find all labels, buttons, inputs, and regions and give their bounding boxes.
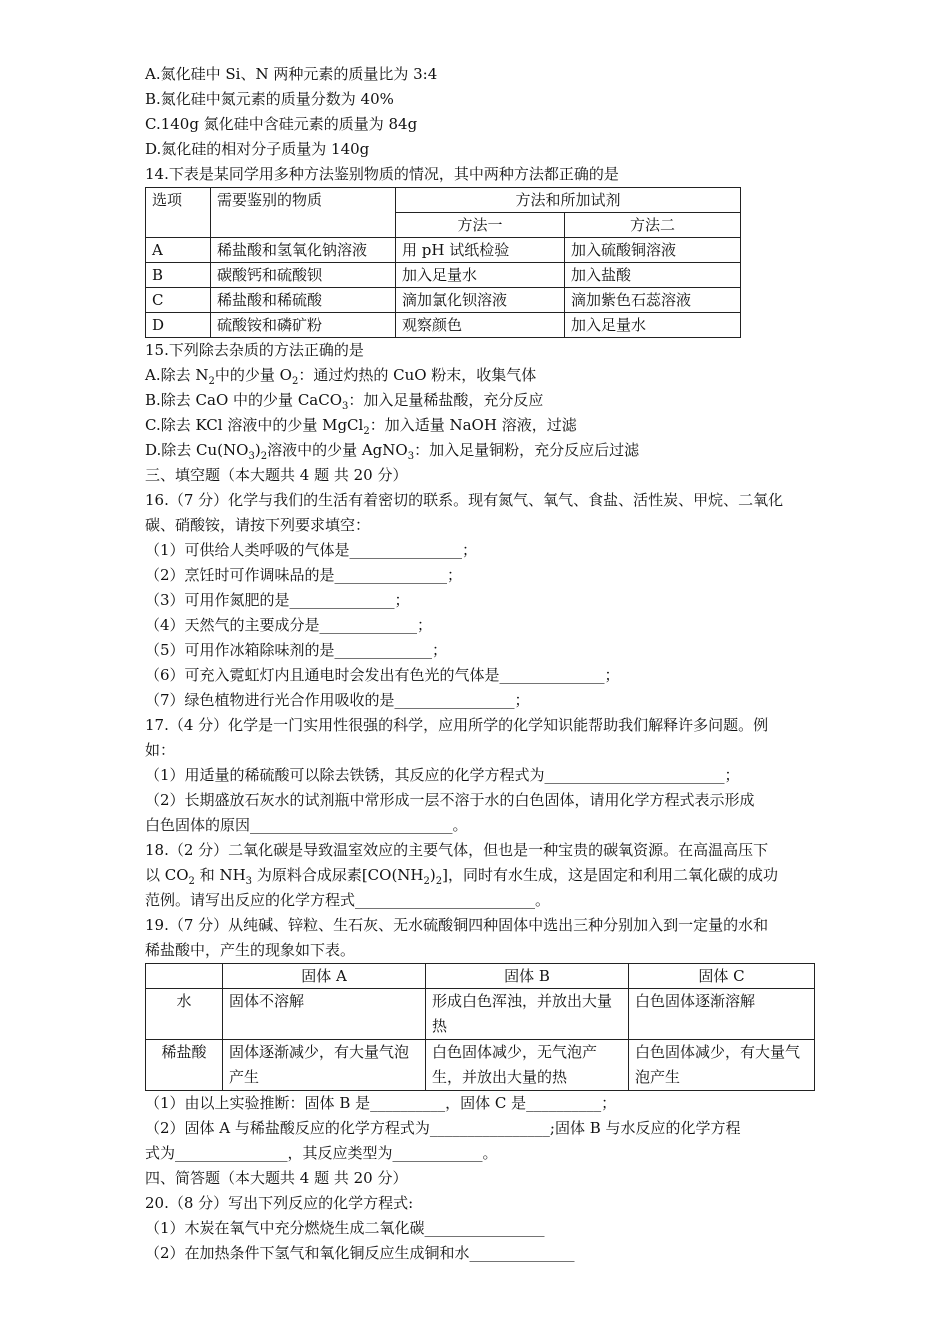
q16-item-4: （4）天然气的主要成分是_____________； xyxy=(145,616,433,634)
cell: 滴加氯化钡溶液 xyxy=(396,288,565,313)
q15-option-d: D.除去 $Cu(NO_3)_2$溶液中的少量 AgNO$_3$：加入足量铜粉，充分反应后过滤 xyxy=(145,441,640,462)
cell: 水 xyxy=(146,989,223,1040)
q16-stem-line-1: 16.（7 分）化学与我们的生活有着密切的联系。现有氮气、氧气、食盐、活性炭、甲烷、二氧化 xyxy=(145,491,784,509)
cell: 稀盐酸和氢氧化钠溶液 xyxy=(211,238,396,263)
q20-stem: 20.（8 分）写出下列反应的化学方程式: xyxy=(145,1194,414,1212)
cell: 形成白色浑浊，并放出大量热 xyxy=(426,989,629,1040)
cell: 固体 C xyxy=(629,964,815,989)
table-row xyxy=(146,238,741,263)
section-3-heading: 三、填空题（本大题共 4 题 共 20 分） xyxy=(145,466,408,484)
cell: A xyxy=(146,238,211,263)
cell: 白色固体逐渐溶解 xyxy=(629,989,815,1040)
cell: 稀盐酸和稀硫酸 xyxy=(211,288,396,313)
cell: 固体不溶解 xyxy=(223,989,426,1040)
cell: B xyxy=(146,263,211,288)
cell: 固体 A xyxy=(223,964,426,989)
section-4-heading: 四、简答题（本大题共 4 题 共 20 分） xyxy=(145,1169,408,1187)
cell: 加入足量水 xyxy=(396,263,565,288)
cell: D xyxy=(146,313,211,338)
q16-stem-line-2: 碳、硝酸铵，请按下列要求填空： xyxy=(145,516,371,534)
table-row xyxy=(146,313,741,338)
cell: 观察颜色 xyxy=(396,313,565,338)
q16-item-1: （1）可供给人类呼吸的气体是_______________； xyxy=(145,541,478,559)
header-method-1: 方法一 xyxy=(396,213,565,238)
cell: 白色固体减少，有大量气泡产生 xyxy=(629,1040,815,1091)
cell xyxy=(146,964,223,989)
table-row xyxy=(146,288,741,313)
cell: 加入盐酸 xyxy=(565,263,741,288)
exam-page xyxy=(145,62,810,1266)
q17-item-2-line-2: 白色固体的原因___________________________。 xyxy=(145,816,468,834)
cell: 加入硫酸铜溶液 xyxy=(565,238,741,263)
cell: C xyxy=(146,288,211,313)
table-row xyxy=(146,1040,815,1091)
cell: 碳酸钙和硫酸钡 xyxy=(211,263,396,288)
header-substance: 需要鉴别的物质 xyxy=(211,188,396,238)
q16-item-6: （6）可充入霓虹灯内且通电时会发出有色光的气体是______________； xyxy=(145,666,620,684)
q17-item-1: （1）用适量的稀硫酸可以除去铁锈，其反应的化学方程式为________________________； xyxy=(145,766,740,784)
q13-option-b: B.氮化硅中氮元素的质量分数为 40% xyxy=(145,90,394,108)
q15-option-a: A.除去 $N_2$中的少量 $O_2$：通过灼热的 CuO 粉末，收集气体 xyxy=(145,366,537,387)
q18-line-1: 18.（2 分）二氧化碳是导致温室效应的主要气体，但也是一种宝贵的碳氧资源。在高温高压下 xyxy=(145,841,769,859)
q19-table xyxy=(145,963,815,1091)
q19-line-1: 19.（7 分）从纯碱、锌粒、生石灰、无水硫酸铜四种固体中选出三种分别加入到一定量的水和 xyxy=(145,916,769,934)
table-header-row xyxy=(146,964,815,989)
q16-item-5: （5）可用作冰箱除味剂的是_____________； xyxy=(145,641,448,659)
cell: 固体逐渐减少，有大量气泡产生 xyxy=(223,1040,426,1091)
q17-stem-line-2: 如： xyxy=(145,741,176,759)
q16-item-3: （3）可用作氮肥的是______________； xyxy=(145,591,410,609)
cell: 滴加紫色石蕊溶液 xyxy=(565,288,741,313)
q18-line-3: 范例。请写出反应的化学方程式________________________。 xyxy=(145,891,551,909)
cell: 加入足量水 xyxy=(565,313,741,338)
q19-item-2-line-1: （2）固体 A 与稀盐酸反应的化学方程式为________________;固体 B 与水反应的化学方程 xyxy=(145,1119,741,1137)
q17-stem-line-1: 17.（4 分）化学是一门实用性很强的科学，应用所学的化学知识能帮助我们解释许多问题。例 xyxy=(145,716,769,734)
cell: 硫酸铵和磷矿粉 xyxy=(211,313,396,338)
q18-line-2: 以 $CO_2$ 和 $NH_3$ 为原料合成尿素$[CO(NH_2)_2]$，同时有水生成，这是固定和利用二氧化碳的成功 xyxy=(145,866,778,887)
cell: 用 pH 试纸检验 xyxy=(396,238,565,263)
q15-option-b: B.除去 CaO 中的少量 CaCO$_3$：加入足量稀盐酸，充分反应 xyxy=(145,391,544,412)
q19-item-1: （1）由以上实验推断：固体 B 是__________，固体 C 是__________； xyxy=(145,1094,617,1112)
q20-item-1: （1）木炭在氧气中充分燃烧生成二氧化碳________________ xyxy=(145,1219,545,1237)
q14-table xyxy=(145,187,741,338)
q15-option-c: C.除去 KCl 溶液中的少量 MgCl$_2$：加入适量 NaOH 溶液，过滤 xyxy=(145,416,577,437)
q15-stem: 15.下列除去杂质的方法正确的是 xyxy=(145,341,364,359)
q16-item-7: （7）绿色植物进行光合作用吸收的是________________； xyxy=(145,691,530,709)
cell: 固体 B xyxy=(426,964,629,989)
cell: 白色固体减少，无气泡产生，并放出大量的热 xyxy=(426,1040,629,1091)
header-methods: 方法和所加试剂 xyxy=(396,188,741,213)
table-row xyxy=(146,263,741,288)
cell: 稀盐酸 xyxy=(146,1040,223,1091)
header-method-2: 方法二 xyxy=(565,213,741,238)
q13-option-a: A.氮化硅中 Si、N 两种元素的质量比为 3:4 xyxy=(145,65,438,83)
q14-stem: 14.下表是某同学用多种方法鉴别物质的情况，其中两种方法都正确的是 xyxy=(145,165,619,183)
header-option: 选项 xyxy=(146,188,211,238)
q13-option-c: C.140g 氮化硅中含硅元素的质量为 84g xyxy=(145,115,418,133)
q17-item-2-line-1: （2）长期盛放石灰水的试剂瓶中常形成一层不溶于水的白色固体，请用化学方程式表示形成 xyxy=(145,791,755,809)
q13-option-d: D.氮化硅的相对分子质量为 140g xyxy=(145,140,370,158)
q16-item-2: （2）烹饪时可作调味品的是_______________； xyxy=(145,566,463,584)
q19-line-2: 稀盐酸中，产生的现象如下表。 xyxy=(145,941,356,959)
q20-item-2: （2）在加热条件下氢气和氧化铜反应生成铜和水______________ xyxy=(145,1244,575,1262)
q19-item-2-line-2: 式为_______________，其反应类型为____________。 xyxy=(145,1144,498,1162)
table-row xyxy=(146,989,815,1040)
